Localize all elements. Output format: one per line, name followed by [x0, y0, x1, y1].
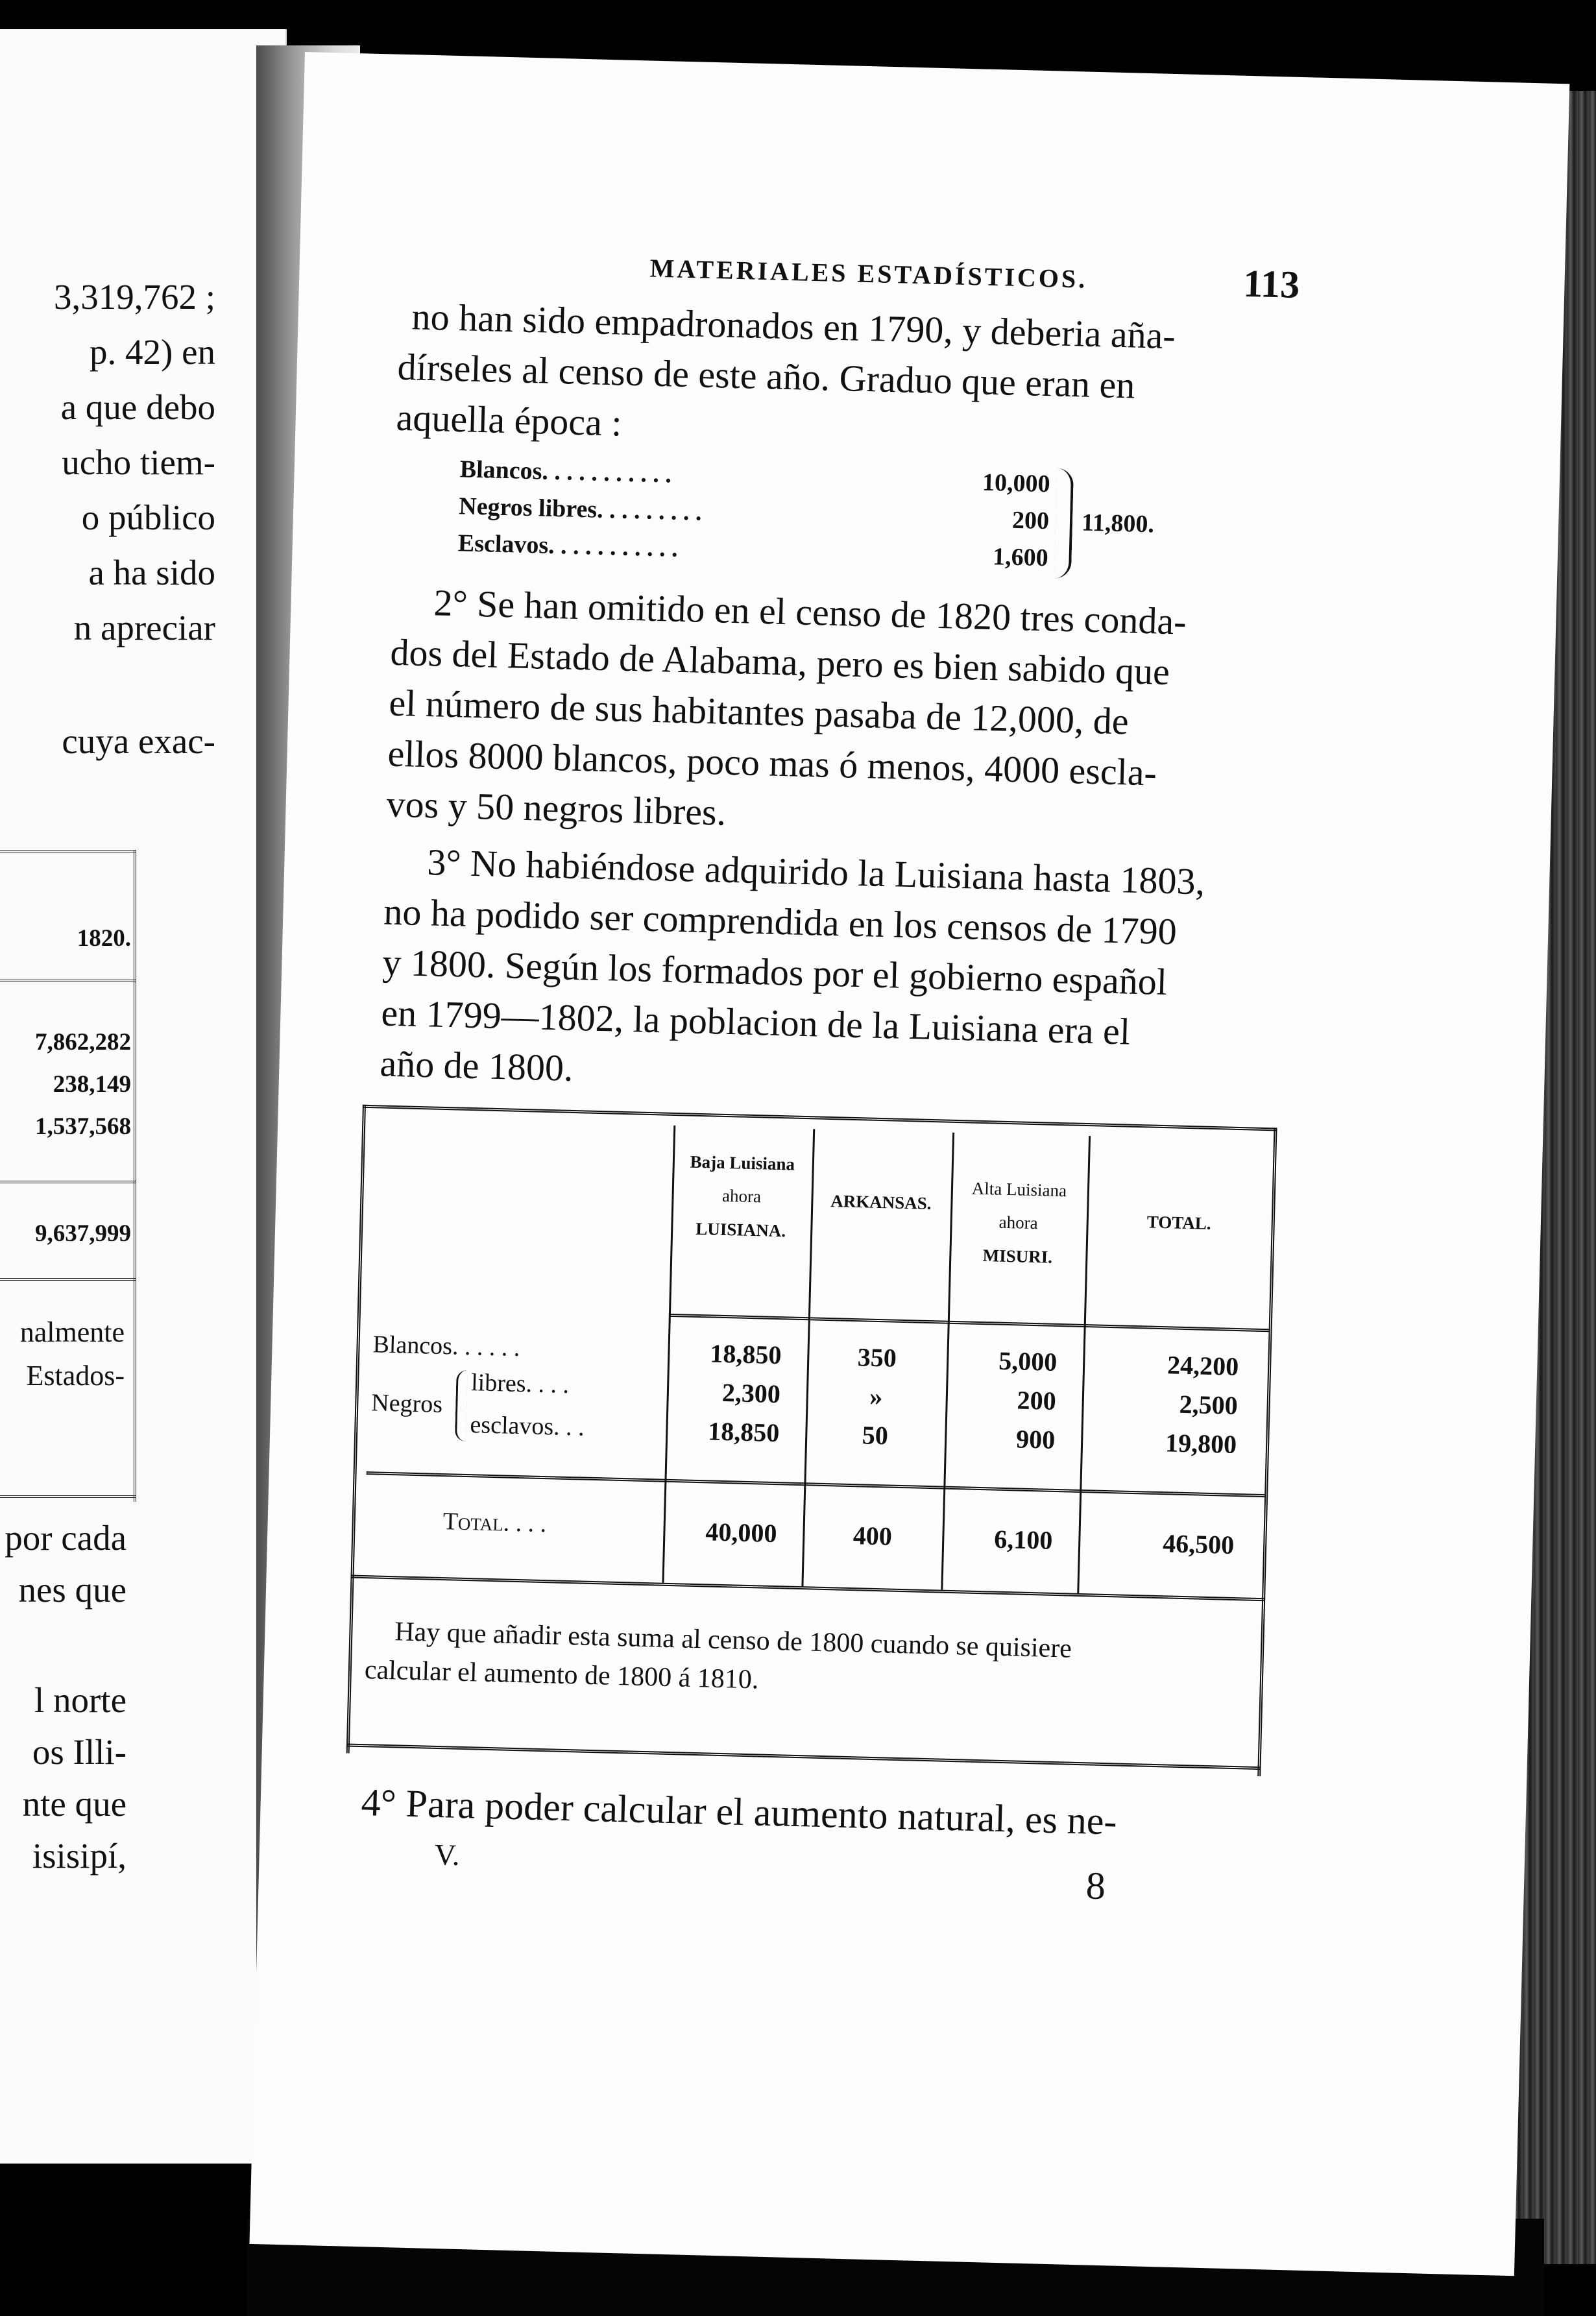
para2-line: dos del Estado de Alabama, pero es bien sabido que [389, 631, 1170, 694]
signature-left: V. [434, 1837, 461, 1872]
row-label-total: Total. . . . [442, 1508, 547, 1538]
col-header-baja [671, 1145, 813, 1248]
para1-line: no han sido empadronados en 1790, y deberia aña- [411, 295, 1176, 357]
col-header-total: TOTAL. [1146, 1212, 1212, 1233]
left-table-value: 238,149 [53, 1071, 131, 1098]
col-header-line: MISURI. [982, 1245, 1053, 1267]
total-cell: 6,100 [993, 1524, 1053, 1555]
census-label: Negros libres. . . . . . . . . [458, 492, 703, 526]
table-note-line: calcular el aumento de 1800 á 1810. [364, 1655, 759, 1695]
left-line: ucho tiem- [62, 442, 215, 482]
row-label-blancos: Blancos. . . . . . [372, 1331, 521, 1362]
cell: 5,000 [998, 1345, 1058, 1377]
left-page-fragment [0, 29, 287, 2164]
para2-line: el número de sus habitantes pasaba de 12,000, de [388, 681, 1130, 743]
left-line: a que debo [60, 387, 215, 427]
cell: 200 [1017, 1385, 1057, 1416]
left-line: n apreciar [73, 608, 215, 647]
running-head: MATERIALES ESTADÍSTICOS. [649, 253, 1088, 294]
population-table [346, 1105, 1277, 1776]
col-header-alta [949, 1172, 1088, 1275]
census-value: 1,600 [992, 543, 1049, 572]
col-header-line: LUISIANA. [695, 1218, 786, 1240]
col-header-line: ahora [998, 1212, 1039, 1233]
cell: 2,500 [1179, 1389, 1239, 1421]
left-line: por cada [5, 1518, 127, 1558]
left-table-value: 7,862,282 [35, 1029, 131, 1055]
total-cell: 46,500 [1162, 1528, 1235, 1560]
total-cell: 40,000 [705, 1517, 778, 1549]
left-table-year: 1820. [77, 925, 131, 952]
table-note-line: Hay que añadir esta suma al censo de 1800 cuando se quisiere [394, 1617, 1072, 1664]
left-line: nte que [22, 1784, 127, 1824]
left-line: p. 42) en [90, 332, 215, 372]
cell: 18,850 [707, 1416, 780, 1448]
left-line: os Illi- [32, 1732, 127, 1772]
page-number: 113 [1242, 261, 1300, 306]
para3-line: y 1800. Según los formados por el gobierno español [381, 941, 1168, 1004]
census-brace [1054, 468, 1074, 579]
cell: 900 [1015, 1424, 1056, 1454]
left-note-line: Estados- [26, 1360, 125, 1392]
left-table-total: 9,637,999 [35, 1220, 131, 1247]
para2-line: ellos 8000 blancos, poco mas ó menos, 4000 escla- [387, 732, 1157, 794]
census-label: Esclavos. . . . . . . . . . . [457, 529, 679, 562]
census-label: Blancos. . . . . . . . . . . [459, 455, 672, 489]
signature-right: 8 [1085, 1864, 1106, 1908]
col-header-line: Alta Luisiana [971, 1178, 1067, 1201]
para2-line: vos y 50 negros libres. [385, 782, 727, 834]
cell: » [869, 1381, 883, 1412]
total-cell: 400 [852, 1521, 893, 1551]
left-line: o público [81, 498, 215, 537]
left-line: l norte [34, 1680, 127, 1720]
left-note-line: nalmente [19, 1316, 125, 1348]
left-line: 3,319,762 ; [53, 277, 215, 317]
left-line: isisipí, [32, 1836, 127, 1876]
para4-line: 4° Para poder calcular el aumento natural, es ne- [360, 1781, 1118, 1843]
cell: 350 [857, 1342, 897, 1373]
para1-line: dírseles al censo de este año. Graduo que eran en [396, 345, 1136, 407]
para3-line: en 1799—1802, la poblacion de la Luisiana era el [380, 991, 1131, 1053]
census-value: 10,000 [982, 468, 1051, 498]
cell: 2,300 [721, 1377, 781, 1409]
right-page [249, 52, 1569, 2276]
left-table-fragment [0, 850, 144, 1505]
row-label-esclavos: esclavos. . . [470, 1411, 585, 1441]
negros-brace [455, 1370, 468, 1441]
cell: 19,800 [1165, 1428, 1237, 1460]
row-label-negros: Negros [370, 1389, 443, 1419]
col-header-arkansas: ARKANSAS. [830, 1191, 932, 1213]
left-line: cuya exac- [62, 721, 215, 761]
para3-line: no ha podido ser comprendida en los censos de 1790 [383, 890, 1178, 953]
para3-line: 3° No habiéndose adquirido la Luisiana hasta 1803, [426, 841, 1205, 903]
para2-line: 2° Se han omitido en el censo de 1820 tres conda- [433, 581, 1187, 643]
col-header-line: ahora [721, 1186, 762, 1207]
row-label-libres: libres. . . . [470, 1369, 570, 1399]
cell: 18,850 [709, 1338, 782, 1370]
census-value: 200 [1011, 506, 1050, 535]
left-line: nes que [18, 1570, 127, 1610]
census-sum: 11,800. [1081, 509, 1155, 538]
para3-line: año de 1800. [379, 1042, 574, 1089]
col-header-line: Baja Luisiana [690, 1152, 795, 1174]
cell: 50 [862, 1420, 889, 1451]
para1-line: aquella época : [395, 396, 623, 444]
left-table-value: 1,537,568 [35, 1113, 131, 1140]
left-line: a ha sido [88, 553, 215, 592]
cell: 24,200 [1167, 1350, 1239, 1382]
